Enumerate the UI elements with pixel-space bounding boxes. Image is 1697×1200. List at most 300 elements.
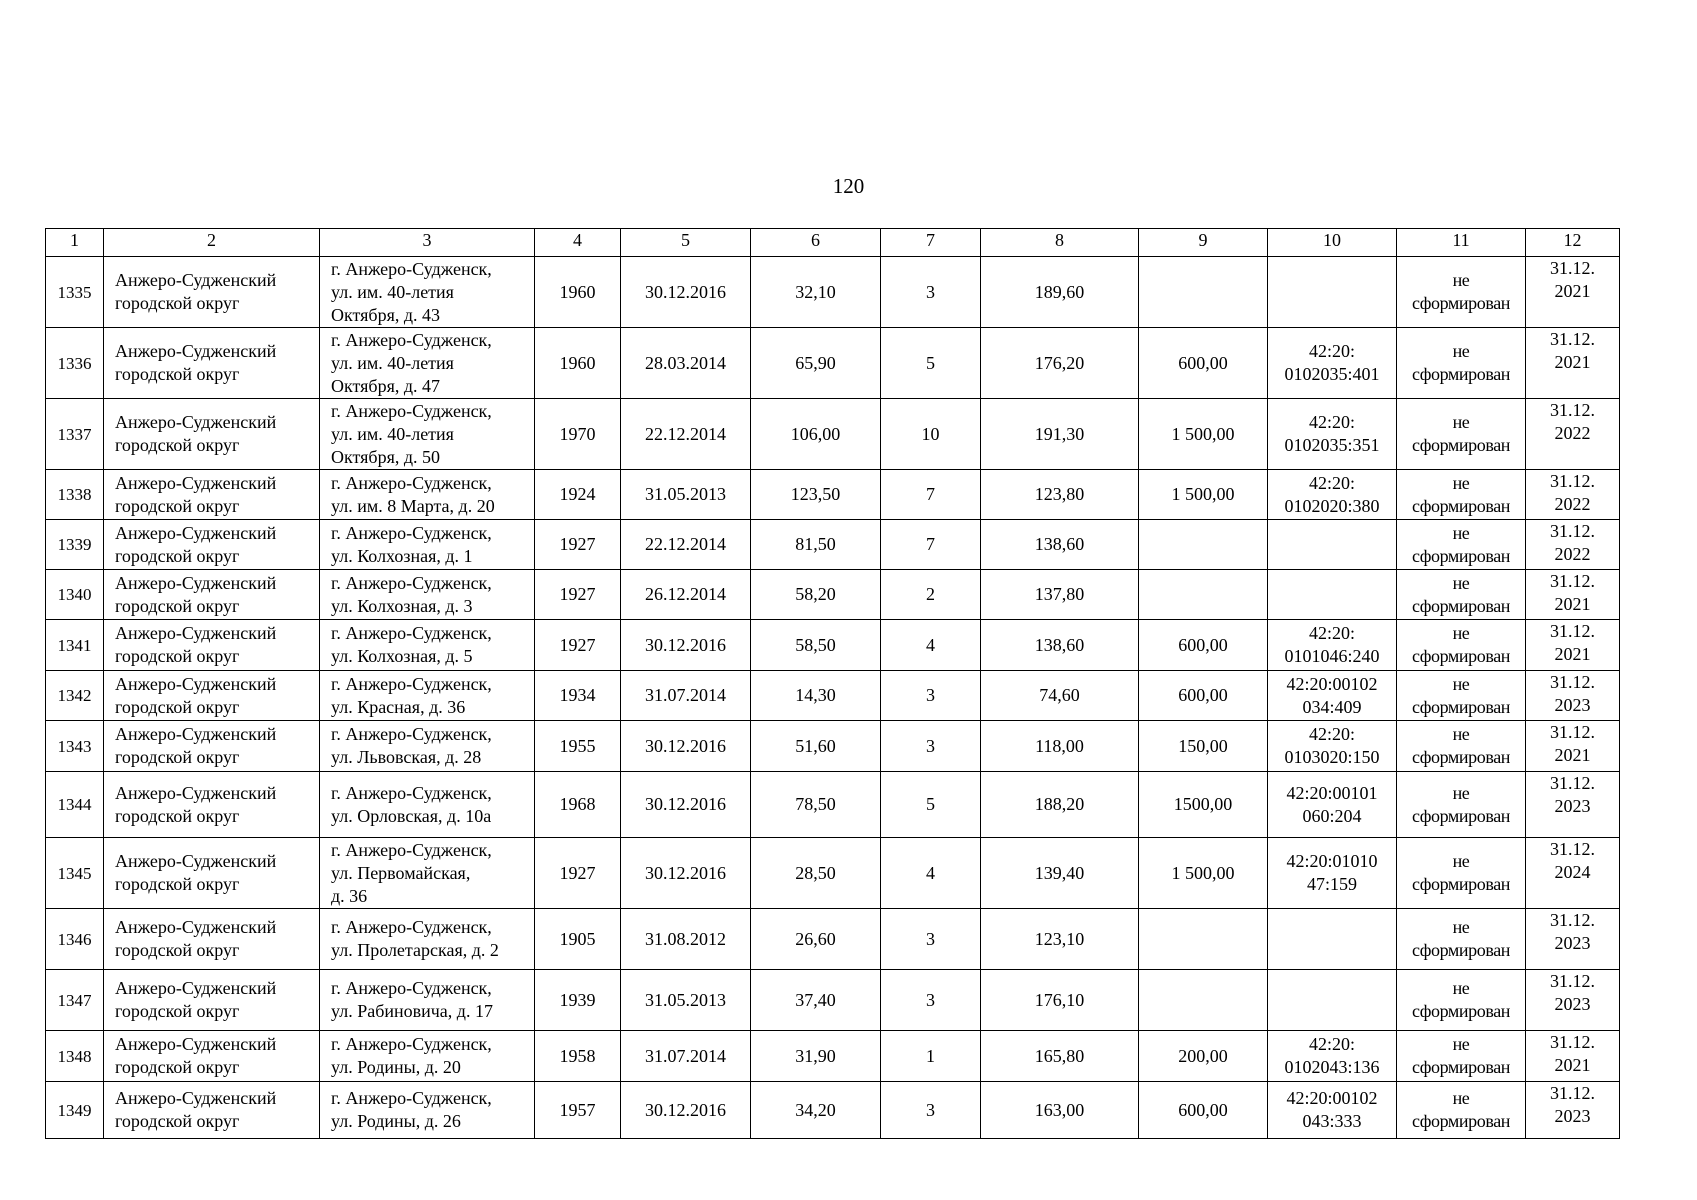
column-number-cell: 4	[535, 229, 621, 257]
municipality-cell	[104, 721, 320, 772]
municipality-cell-line: Анжеро-Судженский	[115, 472, 277, 493]
row-number-cell: 1336	[46, 328, 104, 399]
end-date-cell-line: 2024	[1554, 862, 1591, 882]
column-8-cell: 176,10	[981, 970, 1139, 1031]
end-date-cell-line: 31.12.	[1550, 400, 1595, 420]
cadastral-number-cell-line: 0102035:401	[1284, 364, 1380, 384]
municipality-cell	[104, 772, 320, 838]
column-8-cell: 118,00	[981, 721, 1139, 772]
year-cell: 1960	[535, 328, 621, 399]
column-8-cell: 74,60	[981, 671, 1139, 721]
column-7-cell: 3	[881, 671, 981, 721]
address-cell-line: ул. Орловская, д. 10а	[331, 805, 492, 826]
column-7-cell: 3	[881, 1082, 981, 1139]
end-date-cell-line: 31.12.	[1550, 621, 1595, 641]
address-cell-line: г. Анжеро-Судженск,	[331, 978, 492, 998]
municipality-cell	[104, 620, 320, 671]
municipality-cell-line: Анжеро-Судженский	[115, 412, 277, 432]
end-date-cell-line: 31.12.	[1550, 773, 1595, 793]
column-7-cell: 3	[881, 721, 981, 772]
column-7-cell: 3	[881, 970, 981, 1031]
municipality-cell-line: городской округ	[115, 940, 240, 960]
column-6-cell: 78,50	[751, 772, 881, 838]
municipality-cell-line: Анжеро-Судженский	[115, 341, 277, 361]
status-cell-line: не	[1452, 782, 1470, 803]
column-9-cell: 1500,00	[1139, 772, 1268, 838]
column-6-cell: 58,20	[751, 570, 881, 620]
status-cell-line: не	[1452, 572, 1470, 593]
status-cell	[1397, 1031, 1526, 1082]
year-cell: 1970	[535, 399, 621, 470]
end-date-cell-line: 2023	[1554, 796, 1591, 816]
address-cell-line: ул. им. 40-летия	[331, 352, 454, 373]
address-cell	[320, 909, 535, 970]
end-date-cell	[1526, 772, 1620, 838]
address-cell-line: д. 36	[331, 885, 368, 906]
status-cell-line: не	[1452, 673, 1470, 694]
end-date-cell	[1526, 328, 1620, 399]
address-cell	[320, 970, 535, 1031]
column-6-cell: 28,50	[751, 838, 881, 909]
row-number-cell: 1349	[46, 1082, 104, 1139]
status-cell	[1397, 721, 1526, 772]
cadastral-number-cell	[1268, 520, 1397, 570]
column-number-cell: 5	[621, 229, 751, 257]
table-row	[46, 721, 1620, 772]
end-date-cell-line: 2022	[1554, 423, 1591, 443]
end-date-cell	[1526, 909, 1620, 970]
column-9-cell: 150,00	[1139, 721, 1268, 772]
address-cell-line: ул. Колхозная, д. 5	[331, 646, 473, 666]
address-cell	[320, 772, 535, 838]
table-row	[46, 1031, 1620, 1082]
column-6-cell: 123,50	[751, 470, 881, 520]
address-cell-line: г. Анжеро-Судженск,	[331, 472, 492, 493]
municipality-cell	[104, 399, 320, 470]
cadastral-number-cell	[1268, 620, 1397, 671]
table-row	[46, 838, 1620, 909]
end-date-cell-line: 2023	[1554, 1106, 1591, 1126]
status-cell	[1397, 328, 1526, 399]
column-7-cell: 5	[881, 772, 981, 838]
status-cell-line: не	[1452, 472, 1470, 493]
status-cell-line: не	[1452, 522, 1470, 543]
status-cell	[1397, 399, 1526, 470]
cadastral-number-cell	[1268, 909, 1397, 970]
cadastral-number-cell-line: 47:159	[1306, 874, 1357, 894]
cadastral-number-cell	[1268, 1082, 1397, 1139]
column-8-cell: 163,00	[981, 1082, 1139, 1139]
cadastral-number-cell	[1268, 721, 1397, 772]
end-date-cell-line: 2023	[1554, 695, 1591, 715]
column-number-cell: 11	[1397, 229, 1526, 257]
cadastral-number-cell-line: 42:20:	[1308, 724, 1355, 744]
cadastral-number-cell-line: 42:20:	[1308, 1034, 1355, 1054]
status-cell-line: сформирован	[1411, 435, 1511, 455]
municipality-cell-line: городской округ	[115, 364, 240, 384]
column-6-cell: 106,00	[751, 399, 881, 470]
status-cell-line: сформирован	[1411, 1057, 1511, 1077]
status-cell	[1397, 772, 1526, 838]
cadastral-number-cell-line: 0102020:380	[1284, 495, 1380, 516]
municipality-cell	[104, 328, 320, 399]
municipality-cell-line: Анжеро-Судженский	[115, 270, 277, 290]
row-number-cell: 1335	[46, 257, 104, 328]
column-6-cell: 58,50	[751, 620, 881, 671]
year-cell: 1927	[535, 520, 621, 570]
address-cell	[320, 570, 535, 620]
end-date-cell-line: 2022	[1554, 494, 1591, 514]
municipality-cell-line: городской округ	[115, 646, 240, 666]
column-8-cell: 189,60	[981, 257, 1139, 328]
date-cell: 30.12.2016	[621, 772, 751, 838]
address-cell-line: г. Анжеро-Судженск,	[331, 782, 492, 803]
table-row	[46, 620, 1620, 671]
row-number-cell: 1346	[46, 909, 104, 970]
municipality-cell	[104, 1031, 320, 1082]
address-cell	[320, 257, 535, 328]
year-cell: 1960	[535, 257, 621, 328]
column-7-cell: 4	[881, 838, 981, 909]
municipality-cell	[104, 671, 320, 721]
status-cell	[1397, 1082, 1526, 1139]
row-number-cell: 1348	[46, 1031, 104, 1082]
cadastral-number-cell-line: 0101046:240	[1284, 646, 1380, 666]
status-cell	[1397, 570, 1526, 620]
end-date-cell	[1526, 970, 1620, 1031]
end-date-cell	[1526, 620, 1620, 671]
column-7-cell: 7	[881, 470, 981, 520]
column-8-cell: 188,20	[981, 772, 1139, 838]
address-cell	[320, 838, 535, 909]
status-cell-line: сформирован	[1411, 805, 1511, 826]
municipality-cell-line: городской округ	[115, 805, 240, 826]
year-cell: 1939	[535, 970, 621, 1031]
address-cell-line: ул. Колхозная, д. 1	[331, 545, 473, 566]
status-cell-line: сформирован	[1411, 874, 1511, 894]
address-cell-line: ул. Рабиновича, д. 17	[331, 1001, 493, 1021]
end-date-cell-line: 2021	[1554, 644, 1591, 664]
end-date-cell-line: 31.12.	[1550, 1032, 1595, 1052]
municipality-cell-line: Анжеро-Судженский	[115, 1088, 277, 1108]
date-cell: 30.12.2016	[621, 1082, 751, 1139]
column-6-cell: 81,50	[751, 520, 881, 570]
status-cell	[1397, 620, 1526, 671]
municipality-cell-line: городской округ	[115, 293, 240, 313]
address-cell-line: Октября, д. 43	[331, 304, 441, 325]
status-cell-line: сформирован	[1411, 747, 1511, 767]
cadastral-number-cell-line: 034:409	[1302, 696, 1362, 717]
cadastral-number-cell-line: 42:20:	[1308, 472, 1355, 493]
cadastral-number-cell	[1268, 399, 1397, 470]
status-cell-line: сформирован	[1411, 1111, 1511, 1131]
status-cell-line: не	[1452, 623, 1470, 643]
municipality-cell-line: Анжеро-Судженский	[115, 978, 277, 998]
municipality-cell	[104, 970, 320, 1031]
column-number-cell: 2	[104, 229, 320, 257]
row-number-cell: 1347	[46, 970, 104, 1031]
row-number-cell: 1338	[46, 470, 104, 520]
municipality-cell	[104, 909, 320, 970]
end-date-cell-line: 31.12.	[1550, 329, 1595, 349]
cadastral-number-cell-line: 0102035:351	[1284, 435, 1380, 455]
column-7-cell: 1	[881, 1031, 981, 1082]
year-cell: 1927	[535, 838, 621, 909]
municipality-cell-line: городской округ	[115, 874, 240, 894]
column-9-cell	[1139, 520, 1268, 570]
cadastral-number-cell	[1268, 470, 1397, 520]
column-8-cell: 137,80	[981, 570, 1139, 620]
end-date-cell	[1526, 399, 1620, 470]
column-8-cell: 123,80	[981, 470, 1139, 520]
end-date-cell-line: 31.12.	[1550, 571, 1595, 591]
status-cell-line: не	[1452, 917, 1470, 937]
cadastral-number-cell-line: 42:20:00102	[1286, 673, 1378, 694]
column-9-cell	[1139, 909, 1268, 970]
municipality-cell	[104, 838, 320, 909]
end-date-cell-line: 2021	[1554, 594, 1591, 614]
status-cell-line: сформирован	[1411, 495, 1511, 516]
address-cell-line: г. Анжеро-Судженск,	[331, 673, 492, 694]
address-cell	[320, 620, 535, 671]
status-cell	[1397, 257, 1526, 328]
address-cell-line: г. Анжеро-Судженск,	[331, 329, 492, 350]
table-row	[46, 570, 1620, 620]
column-7-cell: 3	[881, 909, 981, 970]
column-9-cell: 1 500,00	[1139, 399, 1268, 470]
status-cell-line: сформирован	[1411, 364, 1511, 384]
end-date-cell	[1526, 1082, 1620, 1139]
address-cell-line: г. Анжеро-Судженск,	[331, 839, 492, 860]
column-9-cell	[1139, 257, 1268, 328]
address-cell	[320, 1082, 535, 1139]
end-date-cell	[1526, 470, 1620, 520]
column-7-cell: 10	[881, 399, 981, 470]
address-cell	[320, 1031, 535, 1082]
end-date-cell	[1526, 1031, 1620, 1082]
status-cell-line: не	[1452, 412, 1470, 432]
column-9-cell: 1 500,00	[1139, 838, 1268, 909]
date-cell: 31.07.2014	[621, 1031, 751, 1082]
column-6-cell: 14,30	[751, 671, 881, 721]
status-cell-line: не	[1452, 978, 1470, 998]
column-7-cell: 4	[881, 620, 981, 671]
municipality-cell-line: Анжеро-Судженский	[115, 572, 277, 593]
column-8-cell: 176,20	[981, 328, 1139, 399]
column-6-cell: 34,20	[751, 1082, 881, 1139]
address-cell-line: ул. Пролетарская, д. 2	[331, 940, 499, 960]
municipality-cell-line: городской округ	[115, 696, 240, 717]
cadastral-number-cell	[1268, 772, 1397, 838]
status-cell-line: сформирован	[1411, 646, 1511, 666]
municipality-cell-line: Анжеро-Судженский	[115, 522, 277, 543]
end-date-cell-line: 2022	[1554, 544, 1591, 564]
municipality-cell-line: городской округ	[115, 495, 240, 516]
municipality-cell-line: городской округ	[115, 1001, 240, 1021]
end-date-cell-line: 2021	[1554, 352, 1591, 372]
column-8-cell: 138,60	[981, 520, 1139, 570]
status-cell-line: сформирован	[1411, 940, 1511, 960]
municipality-cell-line: Анжеро-Судженский	[115, 724, 277, 744]
cadastral-number-cell-line: 42:20:00102	[1286, 1088, 1378, 1108]
year-cell: 1927	[535, 620, 621, 671]
column-9-cell: 600,00	[1139, 1082, 1268, 1139]
row-number-cell: 1340	[46, 570, 104, 620]
end-date-cell-line: 31.12.	[1550, 971, 1595, 991]
column-6-cell: 65,90	[751, 328, 881, 399]
row-number-cell: 1337	[46, 399, 104, 470]
page-number: 120	[832, 174, 865, 198]
column-9-cell: 600,00	[1139, 671, 1268, 721]
municipality-cell-line: Анжеро-Судженский	[115, 1034, 277, 1054]
status-cell-line: не	[1452, 1034, 1470, 1054]
column-8-cell: 138,60	[981, 620, 1139, 671]
address-cell-line: ул. им. 40-летия	[331, 423, 454, 444]
year-cell: 1957	[535, 1082, 621, 1139]
table-row	[46, 520, 1620, 570]
status-cell	[1397, 838, 1526, 909]
column-6-cell: 31,90	[751, 1031, 881, 1082]
status-cell-line: сформирован	[1411, 293, 1511, 313]
date-cell: 30.12.2016	[621, 257, 751, 328]
end-date-cell	[1526, 257, 1620, 328]
municipality-cell	[104, 257, 320, 328]
municipality-cell-line: городской округ	[115, 545, 240, 566]
column-number-cell: 6	[751, 229, 881, 257]
municipality-cell-line: городской округ	[115, 1111, 240, 1131]
municipality-cell	[104, 570, 320, 620]
row-number-cell: 1342	[46, 671, 104, 721]
status-cell-line: сформирован	[1411, 595, 1511, 616]
cadastral-number-cell	[1268, 257, 1397, 328]
address-cell-line: Октября, д. 50	[331, 446, 441, 467]
address-cell-line: г. Анжеро-Судженск,	[331, 400, 492, 421]
column-number-cell: 12	[1526, 229, 1620, 257]
address-cell-line: ул. Колхозная, д. 3	[331, 595, 473, 616]
table-row	[46, 970, 1620, 1031]
cadastral-number-cell	[1268, 838, 1397, 909]
status-cell-line: не	[1452, 851, 1470, 871]
address-cell-line: г. Анжеро-Судженск,	[331, 917, 492, 937]
address-cell-line: г. Анжеро-Судженск,	[331, 522, 492, 543]
address-cell	[320, 328, 535, 399]
municipality-cell-line: Анжеро-Судженский	[115, 673, 277, 694]
cadastral-number-cell	[1268, 671, 1397, 721]
column-9-cell	[1139, 570, 1268, 620]
column-9-cell: 1 500,00	[1139, 470, 1268, 520]
date-cell: 30.12.2016	[621, 620, 751, 671]
address-cell-line: ул. Родины, д. 26	[331, 1111, 461, 1131]
date-cell: 26.12.2014	[621, 570, 751, 620]
address-cell-line: ул. им. 40-летия	[331, 281, 454, 302]
municipality-cell	[104, 1082, 320, 1139]
address-cell-line: г. Анжеро-Судженск,	[331, 623, 492, 643]
address-cell-line: Октября, д. 47	[331, 375, 441, 396]
cadastral-number-cell-line: 42:20:00101	[1286, 782, 1378, 803]
column-8-cell: 123,10	[981, 909, 1139, 970]
end-date-cell-line: 2023	[1554, 933, 1591, 953]
end-date-cell-line: 31.12.	[1550, 1083, 1595, 1103]
address-cell-line: ул. Первомайская,	[331, 862, 471, 883]
column-number-cell: 9	[1139, 229, 1268, 257]
column-number-cell: 3	[320, 229, 535, 257]
end-date-cell	[1526, 570, 1620, 620]
address-cell-line: ул. Львовская, д. 28	[331, 747, 482, 767]
column-number-cell: 10	[1268, 229, 1397, 257]
municipality-cell	[104, 470, 320, 520]
date-cell: 22.12.2014	[621, 399, 751, 470]
row-number-cell: 1345	[46, 838, 104, 909]
municipality-cell-line: Анжеро-Судженский	[115, 851, 277, 871]
cadastral-number-cell-line: 0102043:136	[1284, 1057, 1380, 1077]
column-9-cell	[1139, 970, 1268, 1031]
address-cell-line: ул. им. 8 Марта, д. 20	[331, 495, 495, 516]
table-row	[46, 470, 1620, 520]
column-6-cell: 32,10	[751, 257, 881, 328]
table-row	[46, 909, 1620, 970]
status-cell	[1397, 470, 1526, 520]
table-body	[46, 229, 1620, 1139]
end-date-cell-line: 31.12.	[1550, 910, 1595, 930]
table-row	[46, 1082, 1620, 1139]
end-date-cell-line: 2021	[1554, 281, 1591, 301]
address-cell	[320, 721, 535, 772]
address-cell-line: г. Анжеро-Судженск,	[331, 1088, 492, 1108]
end-date-cell	[1526, 838, 1620, 909]
year-cell: 1927	[535, 570, 621, 620]
municipality-cell-line: городской округ	[115, 595, 240, 616]
end-date-cell	[1526, 671, 1620, 721]
cadastral-number-cell-line: 043:333	[1302, 1111, 1362, 1131]
status-cell-line: не	[1452, 724, 1470, 744]
municipality-cell-line: городской округ	[115, 435, 240, 455]
status-cell-line: не	[1452, 341, 1470, 361]
cadastral-number-cell-line: 0103020:150	[1284, 747, 1380, 767]
end-date-cell	[1526, 520, 1620, 570]
column-6-cell: 37,40	[751, 970, 881, 1031]
table-row	[46, 257, 1620, 328]
status-cell-line: сформирован	[1411, 1001, 1511, 1021]
row-number-cell: 1339	[46, 520, 104, 570]
end-date-cell-line: 31.12.	[1550, 471, 1595, 491]
table-row	[46, 772, 1620, 838]
status-cell	[1397, 909, 1526, 970]
cadastral-number-cell-line: 42:20:	[1308, 412, 1355, 432]
date-cell: 30.12.2016	[621, 721, 751, 772]
end-date-cell-line: 31.12.	[1550, 672, 1595, 692]
date-cell: 31.05.2013	[621, 970, 751, 1031]
housing-registry-table	[45, 228, 1620, 1139]
address-cell-line: ул. Красная, д. 36	[331, 696, 466, 717]
address-cell-line: г. Анжеро-Судженск,	[331, 258, 492, 279]
status-cell	[1397, 520, 1526, 570]
cadastral-number-cell	[1268, 328, 1397, 399]
address-cell	[320, 520, 535, 570]
year-cell: 1905	[535, 909, 621, 970]
address-cell	[320, 470, 535, 520]
end-date-cell-line: 2023	[1554, 994, 1591, 1014]
address-cell-line: г. Анжеро-Судженск,	[331, 724, 492, 744]
status-cell-line: сформирован	[1411, 545, 1511, 566]
status-cell	[1397, 671, 1526, 721]
cadastral-number-cell-line: 42:20:	[1308, 341, 1355, 361]
year-cell: 1934	[535, 671, 621, 721]
end-date-cell	[1526, 721, 1620, 772]
status-cell-line: не	[1452, 270, 1470, 290]
cadastral-number-cell	[1268, 1031, 1397, 1082]
address-cell	[320, 399, 535, 470]
status-cell-line: сформирован	[1411, 696, 1511, 717]
